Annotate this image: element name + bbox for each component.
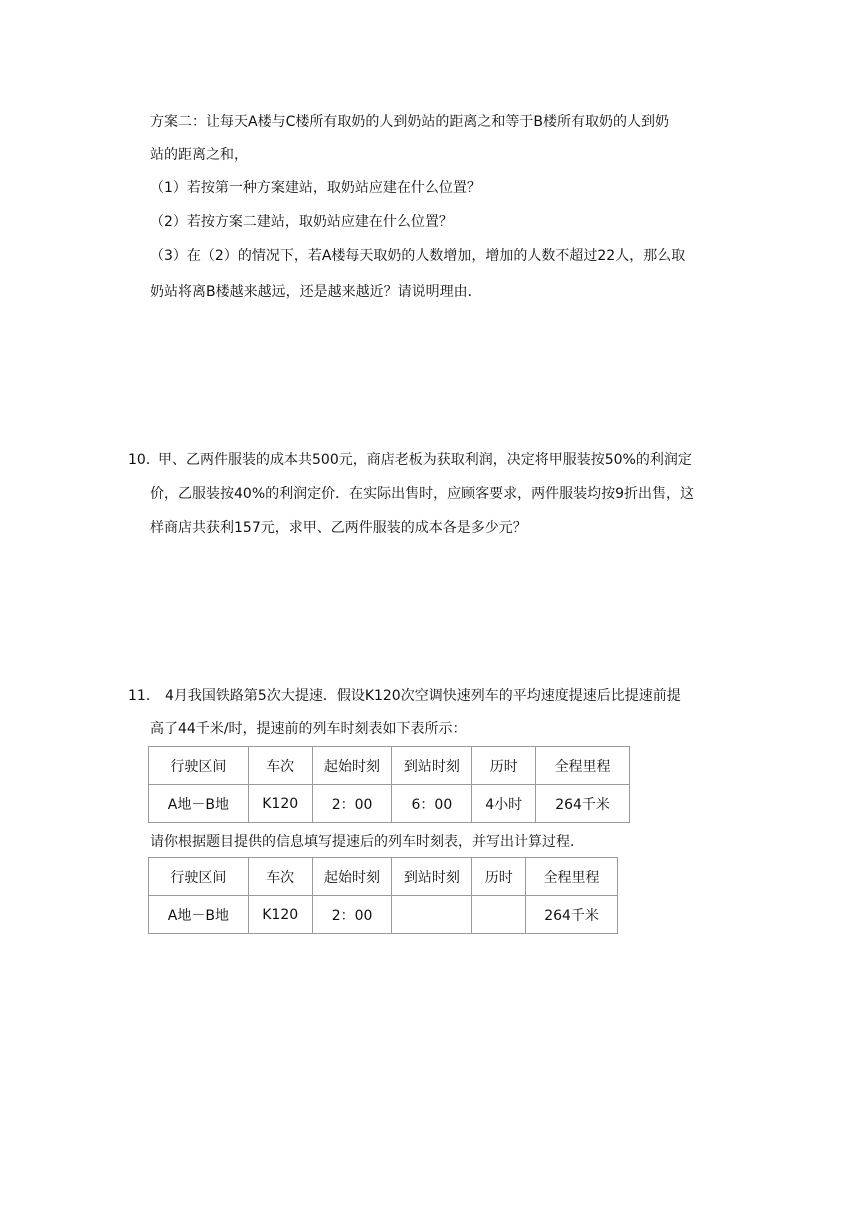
timetable-after [148, 857, 618, 934]
table-header-row [149, 747, 630, 785]
table-cell: 2：00 [312, 896, 392, 934]
header-cell: 全程里程 [536, 747, 630, 785]
table-row [149, 785, 630, 823]
q10-line2: 价，乙服装按40%的利润定价．在实际出售时，应顾客要求，两件服装均按9折出售，这 [150, 486, 695, 502]
table-cell: 6：00 [392, 785, 472, 823]
table-cell: 264千米 [536, 785, 630, 823]
q9-sub3-line1: （3）在（2）的情况下，若A楼每天取奶的人数增加，增加的人数不超过22人，那么取 [150, 248, 686, 264]
q11-number: 11． [128, 688, 160, 704]
q10-line1: 甲、乙两件服装的成本共500元，商店老板为获取利润，决定将甲服装按50%的利润定 [158, 452, 692, 468]
header-cell: 车次 [248, 747, 312, 785]
table-row [149, 896, 618, 934]
header-cell: 到站时刻 [392, 747, 472, 785]
header-cell: 起始时刻 [312, 747, 392, 785]
table-cell: 264千米 [526, 896, 618, 934]
header-cell: 历时 [472, 747, 536, 785]
header-cell: 历时 [472, 858, 526, 896]
q10-line3: 样商店共获利157元，求甲、乙两件服装的成本各是多少元？ [150, 520, 527, 536]
table-header-row [149, 858, 618, 896]
q9-plan2-line2: 站的距离之和， [150, 147, 248, 163]
q9-plan2-line1: 方案二：让每天A楼与C楼所有取奶的人到奶站的距离之和等于B楼所有取奶的人到奶 [150, 114, 669, 130]
table-cell: K120 [248, 896, 312, 934]
header-cell: 行驶区间 [149, 747, 249, 785]
header-cell: 到站时刻 [392, 858, 472, 896]
header-cell: 行驶区间 [149, 858, 249, 896]
table-cell: A地－B地 [149, 896, 249, 934]
q9-sub2: （2）若按方案二建站，取奶站应建在什么位置？ [150, 214, 453, 230]
table-cell: A地－B地 [149, 785, 249, 823]
table-cell: K120 [248, 785, 312, 823]
q11-line2: 高了44千米/时，提速前的列车时刻表如下表所示： [150, 721, 467, 737]
q9-sub3-line2: 奶站将离B楼越来越远，还是越来越近？请说明理由． [150, 284, 482, 300]
blank-cell-arrival[interactable] [392, 896, 472, 934]
blank-cell-duration[interactable] [472, 896, 526, 934]
header-cell: 起始时刻 [312, 858, 392, 896]
table-cell: 4小时 [472, 785, 536, 823]
header-cell: 全程里程 [526, 858, 618, 896]
header-cell: 车次 [248, 858, 312, 896]
timetable-before [148, 746, 630, 823]
q11-line1: 4月我国铁路第5次大提速．假设K120次空调快速列车的平均速度提速后比提速前提 [165, 688, 681, 704]
q11-instruction: 请你根据题目提供的信息填写提速后的列车时刻表，并写出计算过程． [150, 834, 584, 850]
q10-number: 10． [128, 452, 160, 468]
q9-sub1: （1）若按第一种方案建站，取奶站应建在什么位置？ [150, 180, 481, 196]
table-cell: 2：00 [312, 785, 392, 823]
